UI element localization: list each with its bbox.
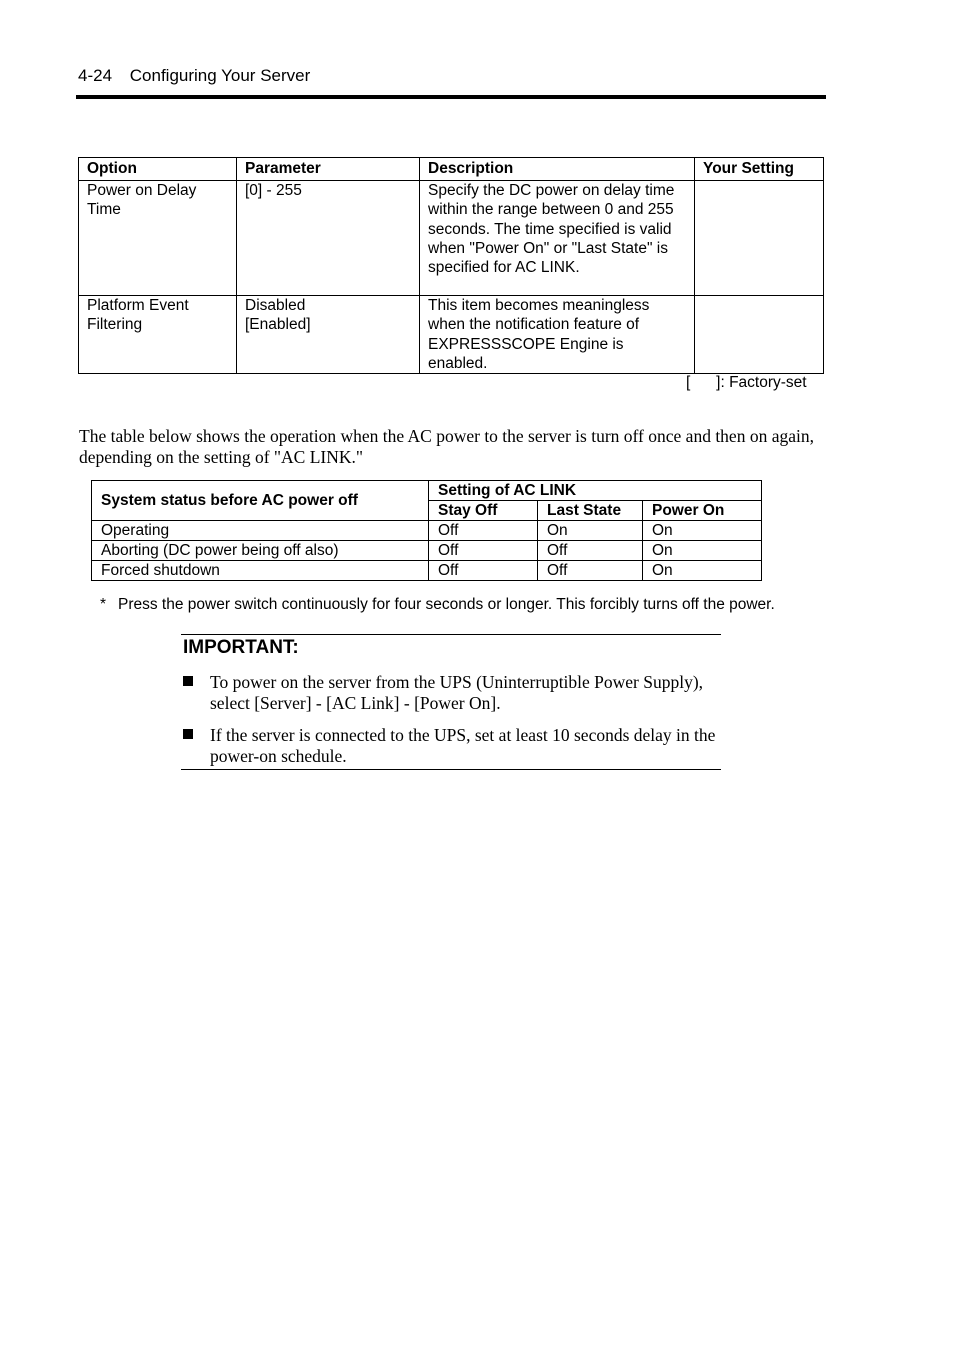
table-row bbox=[79, 181, 824, 296]
important-item bbox=[183, 725, 723, 767]
status-cell: Operating bbox=[92, 521, 429, 541]
column-header-parameter: Parameter bbox=[237, 158, 420, 181]
last-state-cell: Off bbox=[538, 561, 643, 581]
column-header-stay-off: Stay Off bbox=[429, 501, 538, 521]
footnote bbox=[100, 596, 775, 614]
factory-set-note: [ ]: Factory-set bbox=[686, 374, 807, 391]
table-row bbox=[79, 296, 824, 374]
column-header-option: Option bbox=[79, 158, 237, 181]
your-setting-cell bbox=[695, 296, 824, 374]
power-on-cell: On bbox=[643, 541, 762, 561]
parameter-cell bbox=[237, 296, 420, 374]
last-state-cell: Off bbox=[538, 541, 643, 561]
header-rule bbox=[76, 95, 826, 99]
column-header-last-state: Last State bbox=[538, 501, 643, 521]
power-on-cell: On bbox=[643, 521, 762, 541]
your-setting-cell bbox=[695, 181, 824, 296]
important-item-text: To power on the server from the UPS (Uninterruptible Power Supply), select [Server] - [AC Link] - [Power On]. bbox=[210, 672, 704, 713]
important-title: IMPORTANT: bbox=[183, 637, 299, 658]
square-bullet-icon bbox=[183, 729, 193, 739]
stay-off-cell: Off bbox=[429, 541, 538, 561]
option-cell: Power on Delay Time bbox=[79, 181, 237, 296]
option-cell: Platform Event Filtering bbox=[79, 296, 237, 374]
settings-table bbox=[78, 157, 824, 374]
power-on-cell: On bbox=[643, 561, 762, 581]
table-row bbox=[92, 521, 762, 541]
column-header-description: Description bbox=[420, 158, 695, 181]
column-header-your-setting: Your Setting bbox=[695, 158, 824, 181]
status-cell: Forced shutdown bbox=[92, 561, 429, 581]
column-header-power-on: Power On bbox=[643, 501, 762, 521]
ac-link-table bbox=[91, 480, 762, 581]
footnote-mark: * bbox=[100, 596, 107, 613]
footnote-text: Press the power switch continuously for four seconds or longer. This forcibly turns off the power. bbox=[118, 596, 775, 613]
intro-paragraph: The table below shows the operation when the AC power to the server is turn off once and then on again, depending on the setting of "AC LINK." bbox=[79, 426, 814, 467]
square-bullet-icon bbox=[183, 676, 193, 686]
description-cell: This item becomes meaningless when the notification feature of EXPRESSSCOPE Engine is enabled. bbox=[420, 296, 695, 374]
important-item bbox=[183, 672, 723, 714]
page-header bbox=[78, 66, 310, 86]
ac-link-group-header: Setting of AC LINK bbox=[429, 481, 762, 501]
table-row bbox=[92, 561, 762, 581]
ac-link-header-row bbox=[92, 481, 762, 501]
important-bottom-rule bbox=[181, 769, 721, 770]
settings-table-header-row bbox=[79, 158, 824, 181]
parameter-value-default: [Enabled] bbox=[245, 316, 311, 334]
status-cell: Aborting (DC power being off also) bbox=[92, 541, 429, 561]
chapter-title: Configuring Your Server bbox=[129, 66, 311, 85]
description-cell: Specify the DC power on delay time within the range between 0 and 255 seconds. The time specified is valid when "Power On" or "Last State" is specified for AC LINK. bbox=[420, 181, 695, 296]
important-top-rule bbox=[181, 634, 721, 635]
status-column-header: System status before AC power off bbox=[92, 481, 429, 521]
stay-off-cell: Off bbox=[429, 561, 538, 581]
table-row bbox=[92, 541, 762, 561]
important-item-text: If the server is connected to the UPS, set at least 10 seconds delay in the power-on schedule. bbox=[210, 725, 716, 766]
page-number: 4-24 bbox=[78, 66, 113, 85]
stay-off-cell: Off bbox=[429, 521, 538, 541]
parameter-cell: [0] - 255 bbox=[237, 181, 420, 296]
last-state-cell: On bbox=[538, 521, 643, 541]
parameter-value: Disabled bbox=[245, 297, 306, 314]
